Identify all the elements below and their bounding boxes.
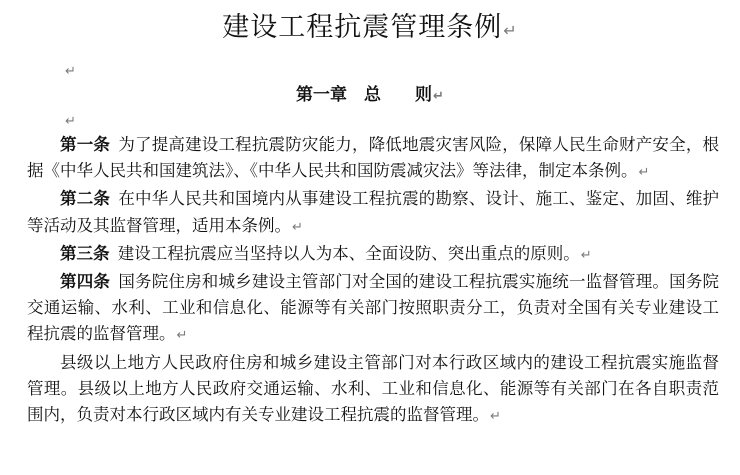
article-paragraph [27, 186, 719, 240]
article-text: 国务院住房和城乡建设主管部门对全国的建设工程抗震实施统一监督管理。国务院交通运输、水利、工业和信息化、能源等有关部门按照职责分工，负责对全国有关专业建设工程抗震的监督管理。 [27, 272, 720, 344]
continuation-text: 县级以上地方人民政府住房和城乡建设主管部门对本行政区域内的建设工程抗震实施监督管理。县级以上地方人民政府交通运输、水利、工业和信息化、能源等有关部门在各自职责范围内，负责对本行政区域内有关专业建设工程抗震的监督管理。 [27, 352, 719, 425]
chapter-heading-text: 第一章 总 则 [296, 85, 433, 105]
article-text: 为了提高建设工程抗震防灾能力，降低地震灾害风险，保障人民生命财产安全，根据《中华人民共和国建筑法》、《中华人民共和国防震减灾法》等法律，制定本条例。 [27, 135, 720, 181]
empty-paragraph [64, 110, 76, 128]
empty-paragraph [64, 60, 76, 78]
document-title-text: 建设工程抗震管理条例 [222, 12, 503, 43]
paragraph-mark-icon: ↵ [65, 114, 76, 129]
article-number: 第三条 [60, 243, 110, 263]
paragraph-mark-icon: ↵ [292, 219, 303, 235]
article-text: 建设工程抗震应当坚持以人为本、全面设防、突出重点的原则。 [117, 243, 580, 263]
paragraph-mark-icon: ↵ [176, 328, 188, 344]
paragraph-mark-icon: ↵ [580, 247, 592, 263]
paragraph-mark-icon: ↵ [638, 165, 650, 181]
article-paragraph [27, 241, 719, 269]
paragraph-mark-icon: ↵ [490, 409, 501, 425]
paragraph-mark-icon: ↵ [503, 21, 518, 40]
article-number: 第二条 [60, 189, 111, 209]
chapter-heading [0, 82, 740, 110]
document-title [0, 10, 740, 49]
document-body [27, 132, 719, 430]
article-number: 第四条 [60, 272, 111, 292]
article-paragraph [27, 269, 719, 350]
continuation-paragraph [27, 350, 719, 431]
article-text: 在中华人民共和国境内从事建设工程抗震的勘察、设计、施工、鉴定、加固、维护等活动及其监督管理，适用本条例。 [27, 189, 720, 235]
paragraph-mark-icon: ↵ [65, 64, 76, 79]
article-number: 第一条 [60, 135, 111, 154]
article-paragraph [27, 132, 719, 186]
paragraph-mark-icon: ↵ [433, 89, 444, 104]
